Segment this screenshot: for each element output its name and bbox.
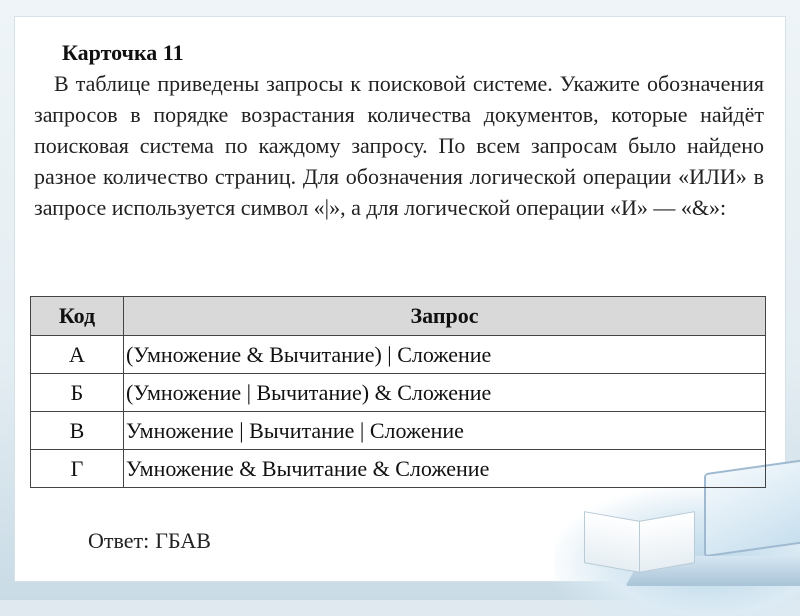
row-query: Умножение | Вычитание | Сложение xyxy=(124,412,766,450)
row-query: (Умножение & Вычитание) | Сложение xyxy=(124,336,766,374)
queries-table xyxy=(30,296,766,488)
row-code: Б xyxy=(31,374,124,412)
row-code: Г xyxy=(31,450,124,488)
book-icon xyxy=(584,516,694,576)
table-row xyxy=(31,450,766,488)
answer-value: ГБАВ xyxy=(155,528,211,553)
table-row xyxy=(31,412,766,450)
row-query: Умножение & Вычитание & Сложение xyxy=(124,450,766,488)
card-title: Карточка 11 xyxy=(62,40,184,65)
book-page-left xyxy=(584,511,640,573)
book-page-right xyxy=(639,511,695,573)
answer-label: Ответ: xyxy=(88,528,150,553)
row-query: (Умножение | Вычитание) & Сложение xyxy=(124,374,766,412)
table-row xyxy=(31,374,766,412)
task-text: В таблице приведены запросы к поисковой системе. Укажите обозначения запросов в порядке возрастания количества документов, которые найдёт поисковая система по каждому запросу. По всем запросам было найдено разное количество страниц. Для обозначения логической операции «ИЛИ» в запросе используется символ «|», а для логической операции «И» — «&»: xyxy=(34,71,764,220)
answer-line xyxy=(88,528,211,554)
header-code: Код xyxy=(31,297,124,336)
table-header-row xyxy=(31,297,766,336)
header-query: Запрос xyxy=(124,297,766,336)
table-row xyxy=(31,336,766,374)
row-code: А xyxy=(31,336,124,374)
row-code: В xyxy=(31,412,124,450)
